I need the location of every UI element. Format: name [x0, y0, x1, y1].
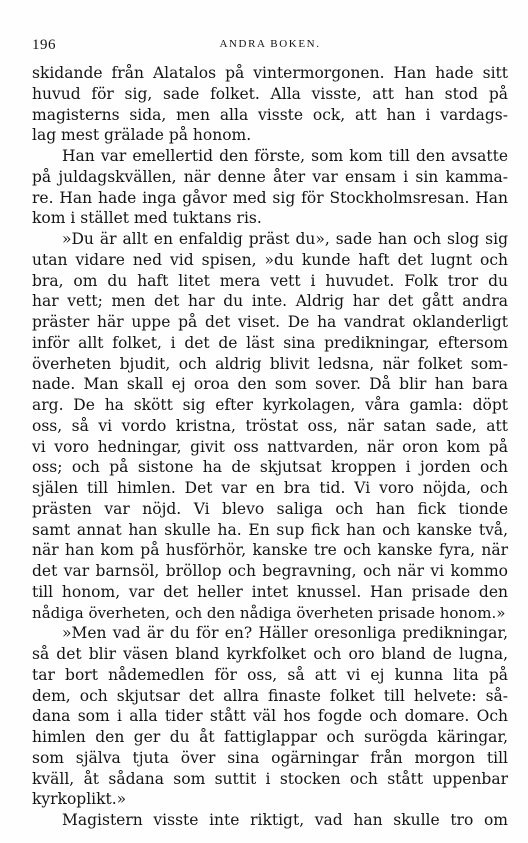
text-line: kväll, åt sådana som suttit i stocken och stått uppenbar: [32, 769, 508, 788]
text-line: dana som i alla tider stått väl hos fogde och domare. Och: [32, 707, 508, 726]
text-line: lag mest grälade på honom.: [32, 126, 252, 145]
text-line: bra, om du haft litet mera vett i huvudet. Folk tror du: [32, 271, 508, 290]
text-line: huvud för sig, sade folket. Alla visste, att han stod på: [32, 84, 508, 103]
text-line: Magistern visste inte riktigt, vad han skulle tro om: [62, 811, 508, 829]
text-line: som själva tjuta över sina ogärningar från morgon till: [32, 748, 508, 767]
text-line: dem, och skjutsar det allra finaste folket till helvete: så-: [32, 686, 508, 705]
text-line: utan vidare ned vid spisen, »du kunde haft det lugnt och: [32, 250, 508, 269]
text-line: till honom, var det heller intet knussel. Han prisade den: [32, 582, 508, 601]
text-line: samt annat han skulle ha. En sup fick han och kanske två,: [32, 520, 508, 539]
body-text: [32, 63, 508, 831]
text-line: oss, så vi vordo kristna, tröstat oss, när satan sade, att: [32, 416, 508, 435]
text-line: när han kom på husförhör, kanske tre och kanske fyra, när: [32, 541, 508, 560]
text-line: Han var emellertid den förste, som kom till den avsatte: [62, 147, 508, 165]
text-line: själen till himlen. Det var en bra tid. Vi voro nöjda, och: [32, 479, 508, 497]
text-line: kyrkoplikt.»: [32, 790, 127, 809]
text-line: himlen den ger du åt fattiglappar och surögda käringar,: [32, 728, 508, 746]
text-line: tar bort nådemedlen för oss, så att vi ej kunna lita på: [32, 665, 508, 684]
text-line: överheten bjudit, och aldrig blivit ledsna, när folket som-: [32, 354, 508, 373]
text-line: oss; och på sistone ha de skjutsat kroppen i jorden och: [32, 458, 508, 477]
text-line: präster här uppe på det viset. De ha vandrat oklanderligt: [32, 313, 508, 331]
text-line: nade. Man skall ej oroa den som sover. Då blir han bara: [32, 375, 508, 394]
text-line: skidande från Alatalos på vintermorgonen. Han hade sitt: [32, 64, 508, 82]
text-line: prästen var nöjd. Vi blevo saliga och han fick tionde: [32, 499, 508, 518]
page-header: [32, 37, 508, 57]
text-line: inför allt folket, i det de läst sina predikningar, eftersom: [32, 333, 508, 352]
running-head: ANDRA BOKEN.: [219, 38, 321, 50]
text-line: har vett; men det har du inte. Aldrig har det gått andra: [32, 292, 508, 311]
text-line: magisterns sida, men alla visste ock, att han i vardags-: [32, 105, 508, 124]
text-line: nådiga överheten, och den nådiga överheten prisade honom.»: [32, 603, 506, 622]
page-number: 196: [32, 37, 56, 53]
text-line: »Men vad är du för en? Häller oresonliga predikningar,: [62, 624, 508, 643]
text-line: vi voro hedningar, givit oss nattvarden, när oron kom på: [32, 437, 508, 456]
text-line: »Du är allt en enfaldig präst du», sade han och slog sig: [62, 230, 508, 248]
text-line: det var barnsöl, bröllop och begravning, och när vi kommo: [32, 562, 508, 580]
text-line: så det blir väsen bland kyrkfolket och oro bland de lugna,: [32, 645, 508, 663]
text-line: arg. De ha skött sig efter kyrkolagen, våra gamla: döpt: [32, 396, 508, 414]
text-line: kom i stället med tuktans ris.: [32, 209, 262, 228]
text-line: re. Han hade inga gåvor med sig för Stockholmsresan. Han: [32, 188, 508, 207]
text-line: på juldagskvällen, när denne åter var ensam i sin kamma-: [32, 167, 508, 186]
